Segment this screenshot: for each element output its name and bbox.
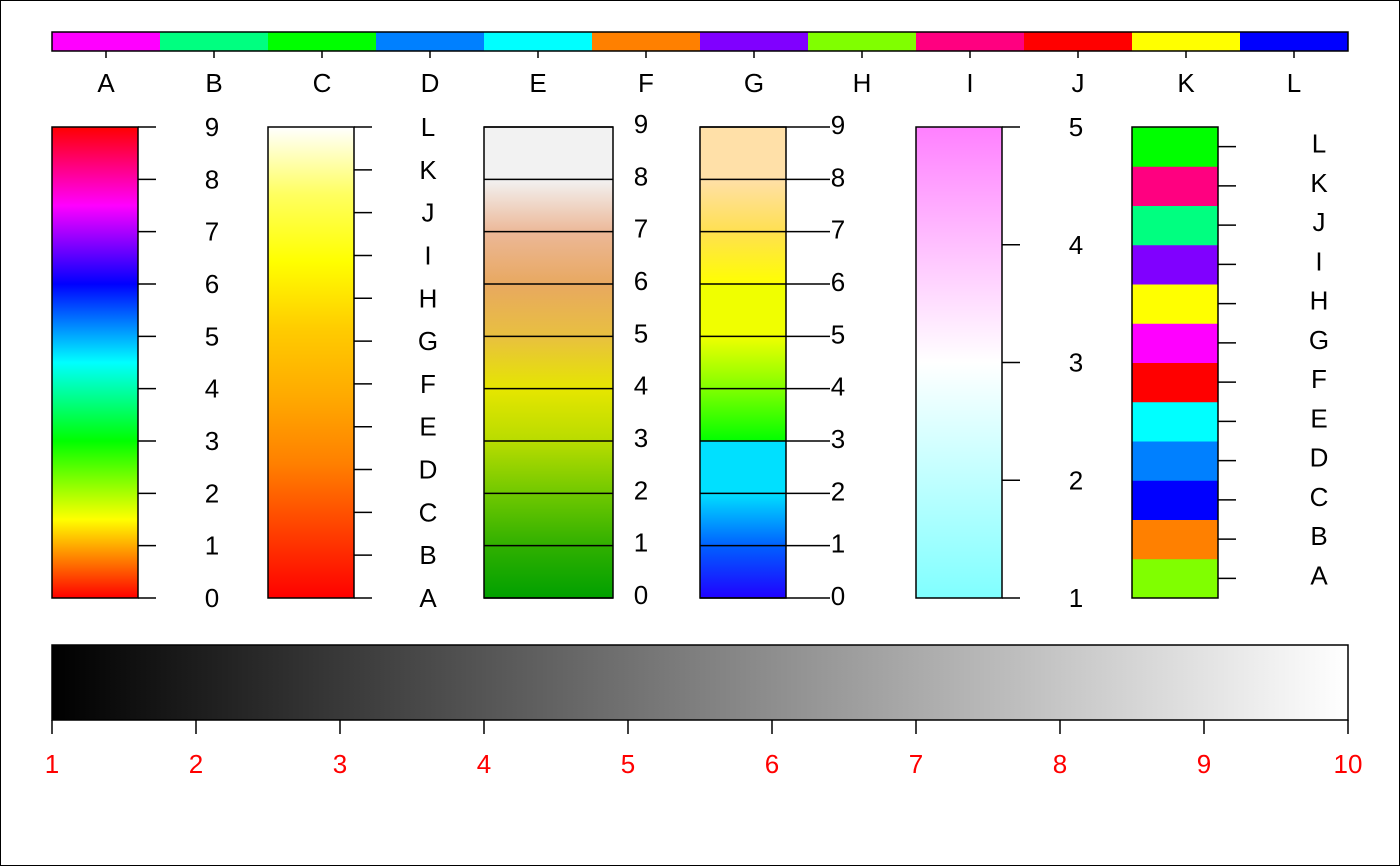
- discrete-tick-label: I: [1315, 246, 1323, 277]
- top-bar-cell-A: [52, 32, 161, 51]
- terrain-tick-label: 0: [633, 580, 649, 610]
- rainbow-continuous-tick-label: 4: [204, 373, 220, 404]
- terrain-step-4: [484, 336, 613, 389]
- discrete-cell-D: [1132, 441, 1218, 481]
- grayscale-tick-label: 8: [1052, 749, 1068, 779]
- grayscale-tick-label: 3: [332, 749, 348, 779]
- segmented-step-0: [700, 546, 786, 599]
- segmented-step-4: [700, 336, 786, 389]
- diverging-bar: [916, 127, 1002, 598]
- top-bar-label: K: [1177, 68, 1195, 98]
- heat-tick-label: C: [418, 497, 438, 528]
- terrain-step-8: [484, 127, 613, 180]
- cyan-magenta-diverging-tick-label: 2: [1068, 465, 1084, 496]
- segmented-step-1: [700, 493, 786, 546]
- terrain-step-5: [484, 284, 613, 337]
- discrete-tick-label: L: [1311, 128, 1327, 159]
- grayscale-tick-label: 10: [1333, 749, 1363, 779]
- terrain-step-0: [484, 546, 613, 599]
- segmented-tick-label: 2: [830, 476, 846, 507]
- top-bar-label: D: [420, 68, 440, 98]
- top-bar-label: F: [638, 68, 654, 98]
- segmented-step-5: [700, 284, 786, 337]
- discrete-tick-label: K: [1310, 167, 1328, 198]
- discrete-tick-label: J: [1312, 207, 1326, 238]
- top-bar-label: C: [312, 68, 332, 98]
- top-bar-cell-G: [700, 32, 809, 51]
- discrete-tick-label: G: [1308, 324, 1330, 355]
- heat-tick-label: I: [424, 240, 432, 271]
- top-bar-label: E: [529, 68, 547, 98]
- grayscale-tick-label: 7: [908, 749, 924, 779]
- segmented-tick-label: 0: [830, 581, 846, 611]
- terrain-tick-label: 4: [633, 370, 649, 401]
- top-bar-cell-F: [592, 32, 701, 51]
- discrete-cell-G: [1132, 323, 1218, 363]
- heat-tick-label: B: [419, 540, 437, 571]
- grayscale-tick-label: 2: [188, 749, 204, 779]
- segmented-step-6: [700, 232, 786, 285]
- discrete-cell-I: [1132, 245, 1218, 285]
- rainbow-bar: [52, 127, 138, 598]
- segmented-step-8: [700, 127, 786, 180]
- discrete-cell-F: [1132, 363, 1218, 403]
- terrain-step-2: [484, 441, 613, 494]
- terrain-tick-label: 9: [633, 109, 649, 139]
- segmented-step-3: [700, 389, 786, 442]
- heat-tick-label: E: [419, 411, 437, 442]
- top-bar-label: G: [743, 68, 765, 98]
- heat-tick-label: F: [420, 368, 436, 399]
- terrain-tick-label: 8: [633, 161, 649, 192]
- discrete-cell-E: [1132, 402, 1218, 442]
- discrete-cell-B: [1132, 520, 1218, 560]
- segmented-step-2: [700, 441, 786, 494]
- heat-tick-label: D: [418, 454, 438, 485]
- terrain-step-7: [484, 179, 613, 232]
- discrete-tick-label: C: [1309, 481, 1329, 512]
- grayscale-tick-label: 1: [44, 749, 60, 779]
- rainbow-continuous-tick-label: 3: [204, 426, 220, 456]
- segmented-tick-label: 9: [830, 110, 846, 140]
- heat-tick-label: G: [417, 326, 439, 357]
- discrete-tick-label: D: [1309, 442, 1329, 473]
- discrete-tick-label: A: [1310, 560, 1328, 591]
- top-bar-cell-K: [1132, 32, 1241, 51]
- segmented-tick-label: 7: [830, 214, 846, 245]
- terrain-step-3: [484, 389, 613, 442]
- discrete-cell-A: [1132, 559, 1218, 599]
- heat-bar: [268, 127, 354, 598]
- discrete-tick-label: F: [1311, 364, 1327, 395]
- terrain-tick-label: 3: [633, 423, 649, 453]
- rainbow-continuous-tick-label: 2: [204, 478, 220, 509]
- segmented-tick-label: 5: [830, 319, 846, 350]
- discrete-cell-L: [1132, 127, 1218, 167]
- top-bar-label: A: [97, 68, 115, 98]
- segmented-tick-label: 4: [830, 371, 846, 402]
- terrain-tick-label: 1: [633, 527, 649, 558]
- top-bar-label: H: [852, 68, 872, 98]
- top-bar-label: I: [966, 68, 974, 98]
- top-bar-cell-H: [808, 32, 917, 51]
- cyan-magenta-diverging-tick-label: 3: [1068, 347, 1084, 378]
- grayscale-tick-label: 9: [1196, 749, 1212, 779]
- terrain-step-1: [484, 493, 613, 546]
- cyan-magenta-diverging-tick-label: 1: [1068, 583, 1084, 613]
- discrete-cell-K: [1132, 166, 1218, 206]
- rainbow-continuous-tick-label: 7: [204, 216, 220, 247]
- discrete-tick-label: E: [1310, 403, 1328, 434]
- top-bar-label: J: [1071, 68, 1085, 98]
- terrain-step-6: [484, 232, 613, 285]
- grayscale-bar: [52, 645, 1348, 720]
- heat-tick-label: K: [419, 154, 437, 185]
- discrete-cell-C: [1132, 480, 1218, 520]
- segmented-tick-label: 1: [830, 528, 846, 559]
- terrain-tick-label: 6: [633, 266, 649, 296]
- discrete-tick-label: H: [1309, 285, 1329, 316]
- rainbow-continuous-tick-label: 1: [204, 530, 220, 561]
- discrete-cell-J: [1132, 206, 1218, 246]
- top-bar-label: B: [205, 68, 223, 98]
- rainbow-continuous-tick-label: 9: [204, 112, 220, 142]
- heat-tick-label: H: [418, 283, 438, 314]
- rainbow-continuous-tick-label: 6: [204, 269, 220, 299]
- segmented-tick-label: 3: [830, 424, 846, 454]
- top-bar-cell-D: [376, 32, 485, 51]
- grayscale-tick-label: 5: [620, 749, 636, 779]
- rainbow-continuous-tick-label: 5: [204, 321, 220, 352]
- segmented-tick-label: 8: [830, 162, 846, 193]
- top-bar-cell-J: [1024, 32, 1133, 51]
- terrain-tick-label: 7: [633, 213, 649, 244]
- top-bar-cell-I: [916, 32, 1025, 51]
- rainbow-continuous-tick-label: 0: [204, 583, 220, 613]
- cyan-magenta-diverging-tick-label: 4: [1068, 229, 1084, 260]
- top-bar-cell-E: [484, 32, 593, 51]
- top-bar-cell-B: [160, 32, 269, 51]
- discrete-tick-label: B: [1310, 521, 1328, 552]
- segmented-step-7: [700, 179, 786, 232]
- grayscale-tick-label: 4: [476, 749, 492, 779]
- top-bar-cell-C: [268, 32, 377, 51]
- heat-tick-label: L: [420, 112, 436, 142]
- segmented-tick-label: 6: [830, 267, 846, 297]
- heat-tick-label: A: [419, 583, 437, 613]
- top-bar-label: L: [1286, 68, 1302, 98]
- terrain-tick-label: 2: [633, 475, 649, 506]
- terrain-tick-label: 5: [633, 318, 649, 349]
- cyan-magenta-diverging-tick-label: 5: [1068, 112, 1084, 142]
- top-bar-cell-L: [1240, 32, 1349, 51]
- grayscale-tick-label: 6: [764, 749, 780, 779]
- discrete-cell-H: [1132, 284, 1218, 324]
- rainbow-continuous-tick-label: 8: [204, 164, 220, 195]
- heat-tick-label: J: [421, 197, 435, 228]
